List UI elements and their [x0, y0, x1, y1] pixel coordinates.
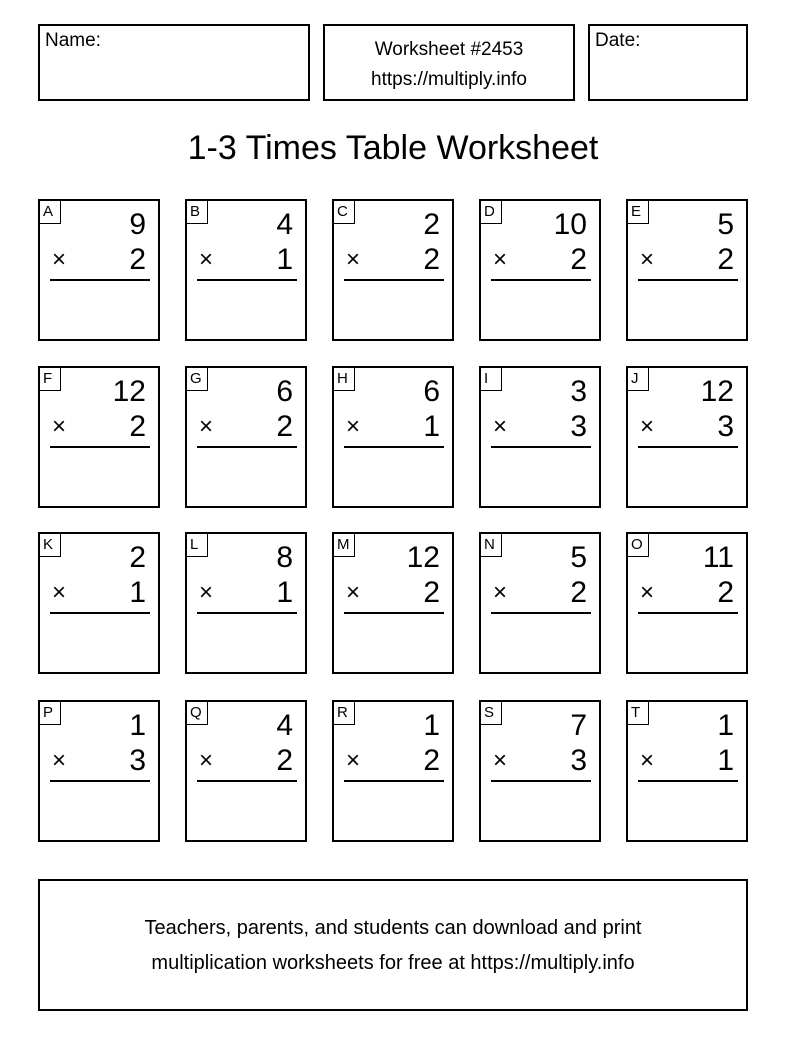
answer-line: [197, 446, 297, 448]
answer-line: [491, 612, 591, 614]
problem-e: [626, 199, 748, 341]
multiplier: 3: [570, 410, 587, 443]
problem-d: [479, 199, 601, 341]
multiply-sign: ×: [199, 747, 214, 774]
multiplicand: 4: [276, 208, 293, 241]
problem-o: [626, 532, 748, 674]
answer-line: [638, 446, 738, 448]
problem-h: [332, 366, 454, 508]
problem-letter: B: [187, 201, 208, 224]
name-field-box: [38, 24, 310, 101]
multiplicand: 5: [717, 208, 734, 241]
multiplier: 2: [570, 243, 587, 276]
answer-line: [197, 780, 297, 782]
multiply-sign: ×: [199, 246, 214, 273]
multiplicand: 3: [570, 375, 587, 408]
problem-p: [38, 700, 160, 842]
problem-letter: J: [628, 368, 649, 391]
multiplicand: 8: [276, 541, 293, 574]
multiply-sign: ×: [493, 413, 508, 440]
multiplier: 1: [276, 576, 293, 609]
date-label: Date:: [595, 30, 641, 51]
multiplicand: 5: [570, 541, 587, 574]
problem-g: [185, 366, 307, 508]
problem-letter: C: [334, 201, 355, 224]
multiplier: 2: [276, 410, 293, 443]
multiply-sign: ×: [346, 579, 361, 606]
multiply-sign: ×: [493, 246, 508, 273]
problem-n: [479, 532, 601, 674]
worksheet-info-box: [323, 24, 575, 101]
problem-letter: A: [40, 201, 61, 224]
multiplier: 2: [570, 576, 587, 609]
problem-letter: G: [187, 368, 208, 391]
problem-q: [185, 700, 307, 842]
multiply-sign: ×: [493, 747, 508, 774]
answer-line: [344, 279, 444, 281]
answer-line: [491, 446, 591, 448]
problem-letter: T: [628, 702, 649, 725]
problem-letter: N: [481, 534, 502, 557]
multiplicand: 12: [406, 541, 440, 574]
multiplicand: 12: [700, 375, 734, 408]
multiply-sign: ×: [199, 413, 214, 440]
multiplicand: 7: [570, 709, 587, 742]
problem-l: [185, 532, 307, 674]
multiplier: 2: [129, 410, 146, 443]
answer-line: [638, 279, 738, 281]
multiply-sign: ×: [52, 579, 67, 606]
answer-line: [491, 279, 591, 281]
multiply-sign: ×: [52, 246, 67, 273]
answer-line: [638, 612, 738, 614]
multiply-sign: ×: [640, 246, 655, 273]
multiply-sign: ×: [346, 747, 361, 774]
multiply-sign: ×: [640, 579, 655, 606]
multiplier: 2: [129, 243, 146, 276]
problem-r: [332, 700, 454, 842]
answer-line: [197, 279, 297, 281]
answer-line: [50, 780, 150, 782]
answer-line: [50, 279, 150, 281]
problem-m: [332, 532, 454, 674]
answer-line: [344, 780, 444, 782]
problem-i: [479, 366, 601, 508]
problem-s: [479, 700, 601, 842]
multiplicand: 6: [276, 375, 293, 408]
worksheet-number: Worksheet #2453: [374, 39, 524, 60]
answer-line: [344, 446, 444, 448]
multiplicand: 9: [129, 208, 146, 241]
problem-c: [332, 199, 454, 341]
multiplier: 1: [717, 744, 734, 777]
footer-box: [38, 879, 748, 1011]
problem-letter: K: [40, 534, 61, 557]
answer-line: [638, 780, 738, 782]
answer-line: [344, 612, 444, 614]
problem-letter: M: [334, 534, 355, 557]
footer-line-1: Teachers, parents, and students can download and print: [144, 917, 642, 939]
multiplier: 3: [570, 744, 587, 777]
multiplier: 3: [129, 744, 146, 777]
problem-j: [626, 366, 748, 508]
answer-line: [50, 612, 150, 614]
multiplier: 2: [423, 243, 440, 276]
multiplier: 2: [423, 576, 440, 609]
answer-line: [491, 780, 591, 782]
multiplicand: 12: [112, 375, 146, 408]
multiplicand: 2: [423, 208, 440, 241]
multiply-sign: ×: [52, 747, 67, 774]
multiply-sign: ×: [640, 413, 655, 440]
multiplier: 2: [717, 243, 734, 276]
website-url: https://multiply.info: [371, 69, 527, 90]
problem-letter: F: [40, 368, 61, 391]
multiplier: 2: [717, 576, 734, 609]
multiplicand: 10: [553, 208, 587, 241]
multiplicand: 1: [129, 709, 146, 742]
answer-line: [50, 446, 150, 448]
problem-letter: H: [334, 368, 355, 391]
problem-letter: P: [40, 702, 61, 725]
multiplier: 1: [423, 410, 440, 443]
problem-letter: L: [187, 534, 208, 557]
multiplier: 1: [276, 243, 293, 276]
answer-line: [197, 612, 297, 614]
multiply-sign: ×: [346, 246, 361, 273]
multiply-sign: ×: [493, 579, 508, 606]
problem-f: [38, 366, 160, 508]
multiply-sign: ×: [52, 413, 67, 440]
problem-letter: E: [628, 201, 649, 224]
name-label: Name:: [45, 30, 101, 51]
problem-t: [626, 700, 748, 842]
problem-k: [38, 532, 160, 674]
page-title: 1-3 Times Table Worksheet: [187, 129, 599, 167]
date-field-box: [588, 24, 748, 101]
multiplicand: 1: [423, 709, 440, 742]
multiply-sign: ×: [199, 579, 214, 606]
multiplier: 3: [717, 410, 734, 443]
problem-letter: S: [481, 702, 502, 725]
multiply-sign: ×: [346, 413, 361, 440]
problem-letter: Q: [187, 702, 208, 725]
multiplier: 2: [423, 744, 440, 777]
multiply-sign: ×: [640, 747, 655, 774]
problem-letter: O: [628, 534, 649, 557]
problem-b: [185, 199, 307, 341]
multiplicand: 2: [129, 541, 146, 574]
problem-letter: R: [334, 702, 355, 725]
multiplicand: 1: [717, 709, 734, 742]
problem-letter: D: [481, 201, 502, 224]
problem-letter: I: [481, 368, 502, 391]
multiplier: 1: [129, 576, 146, 609]
multiplier: 2: [276, 744, 293, 777]
footer-line-2: multiplication worksheets for free at https://multiply.info: [151, 952, 635, 974]
multiplicand: 11: [702, 541, 734, 574]
problem-a: [38, 199, 160, 341]
multiplicand: 4: [276, 709, 293, 742]
multiplicand: 6: [423, 375, 440, 408]
